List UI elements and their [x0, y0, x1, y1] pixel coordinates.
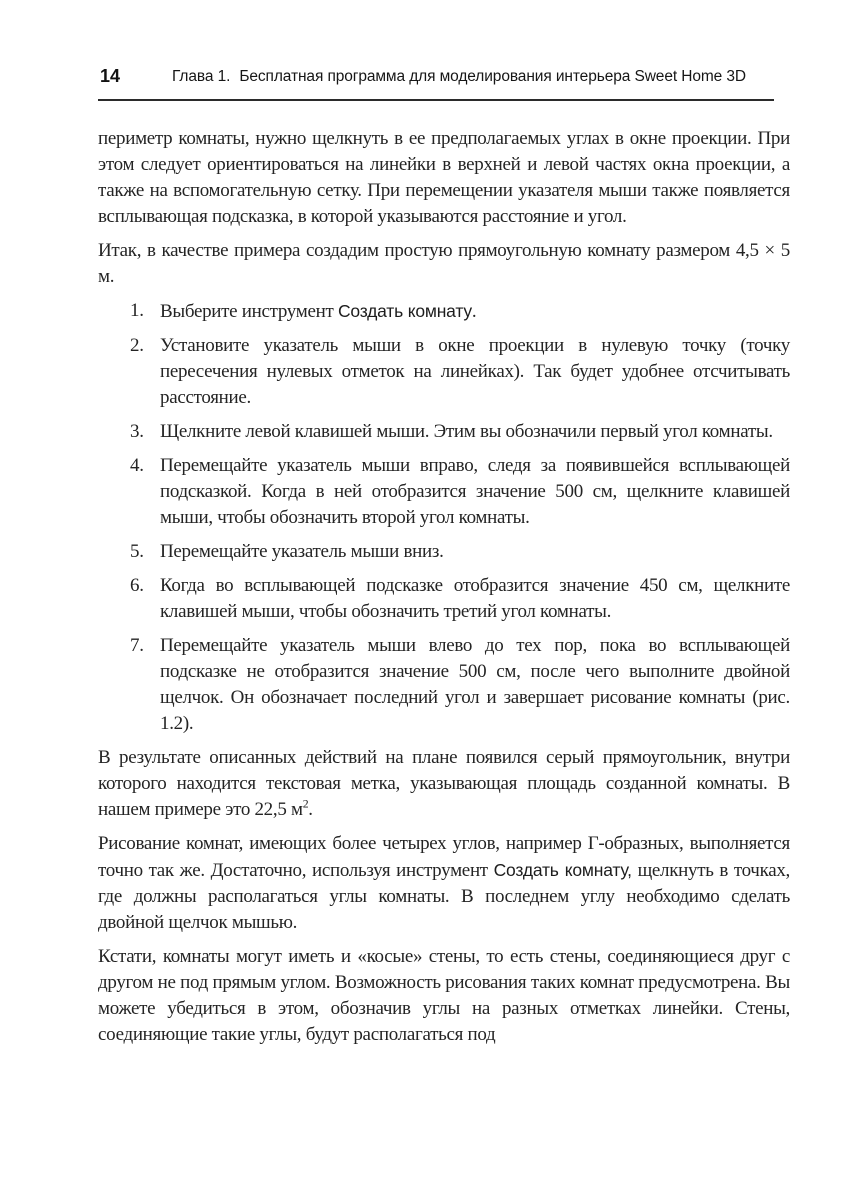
list-item-text: Перемещайте указатель мыши влево до тех пор, пока во всплывающей подсказке не отобразится значение 500 см, после чего выполните двойной щелчок. Он обозначает последний угол и завершает рисование комнаты (рис. 1.2).: [160, 635, 790, 734]
list-item-4: [98, 453, 790, 531]
ui-term-create-room: Создать комнату,: [493, 860, 632, 880]
paragraph-result: [98, 745, 790, 823]
paragraph-text-segment: .: [308, 799, 313, 820]
list-item-text: Щелкните левой клавишей мыши. Этим вы обозначили первый угол комнаты.: [160, 421, 773, 442]
chapter-label: Глава 1.: [172, 68, 231, 85]
chapter-title: Бесплатная программа для моделирования интерьера Sweet Home 3D: [239, 68, 747, 85]
paragraph-polygons: [98, 831, 790, 936]
page-number: 14: [100, 66, 121, 86]
list-item-2: [98, 333, 790, 411]
list-item-7: [98, 633, 790, 737]
list-number: 4.: [130, 455, 144, 476]
list-item-text: Перемещайте указатель мыши вправо, следя за появившейся всплывающей подсказкой. Когда в ней отобразится значение 500 см, щелкните клавишей мыши, чтобы обозначить второй угол комнаты.: [160, 455, 790, 528]
ui-term-create-room: Создать комнату: [337, 301, 472, 321]
list-item-1: [98, 298, 790, 325]
list-number: 7.: [130, 635, 144, 656]
list-item-text: [160, 301, 476, 322]
list-number: 6.: [130, 575, 144, 596]
list-item-text: Установите указатель мыши в окне проекции в нулевую точку (точку пересечения нулевых отметок на линейках). Так будет удобнее отсчитывать расстояние.: [160, 335, 790, 408]
running-head: [172, 68, 746, 86]
numbered-list: [98, 298, 790, 737]
list-item-text: Когда во всплывающей подсказке отобразится значение 450 см, щелкните клавишей мыши, чтобы обозначить третий угол комнаты.: [160, 575, 790, 622]
list-item-text-segment: Выберите инструмент: [160, 301, 338, 322]
list-number: 1.: [130, 300, 144, 321]
list-item-6: [98, 573, 790, 625]
header-divider: [98, 99, 774, 101]
paragraph-text-segment: В результате описанных действий на плане появился серый прямоугольник, внутри которого находится текстовая метка, указывающая площадь созданной комнаты. В нашем примере это 22,5 м: [98, 747, 790, 820]
list-item-5: [98, 539, 790, 565]
paragraph-slanted-walls: Кстати, комнаты могут иметь и «косые» стены, то есть стены, соединяющиеся друг с другом не под прямым углом. Возможность рисования таких комнат предусмотрена. Вы можете убедиться в этом, обозначив углы на разных отметках линейки. Стены, соединяющие такие углы, будут располагаться под: [98, 946, 790, 1045]
list-item-text: Перемещайте указатель мыши вниз.: [160, 541, 444, 562]
list-number: 2.: [130, 335, 144, 356]
paragraph-text-segment: Рисование комнат, имеющих более четырех углов, например Г-образных, выполняется точно так же. Достаточно, используя инструмент: [98, 833, 790, 881]
list-number: 5.: [130, 541, 144, 562]
paragraph-text-segment: щелкнуть в точках, где должны располагаться углы комнаты. В последнем углу необходимо сделать двойной щелчок мышью.: [98, 860, 790, 933]
superscript-square: 2: [302, 797, 309, 811]
list-item-text-segment: .: [471, 301, 477, 322]
page-header: [98, 66, 790, 94]
page-body: [98, 126, 790, 1056]
list-item-3: [98, 419, 790, 445]
paragraph-example: Итак, в качестве примера создадим простую прямоугольную комнату размером 4,5 × 5 м.: [98, 240, 790, 287]
list-number: 3.: [130, 421, 144, 442]
paragraph-intro: периметр комнаты, нужно щелкнуть в ее предполагаемых углах в окне проекции. При этом следует ориентироваться на линейки в верхней и левой частях окна проекции, а также на вспомогательную сетку. При перемещении указателя мыши также появляется всплывающая подсказка, в которой указываются расстояние и угол.: [98, 128, 790, 227]
